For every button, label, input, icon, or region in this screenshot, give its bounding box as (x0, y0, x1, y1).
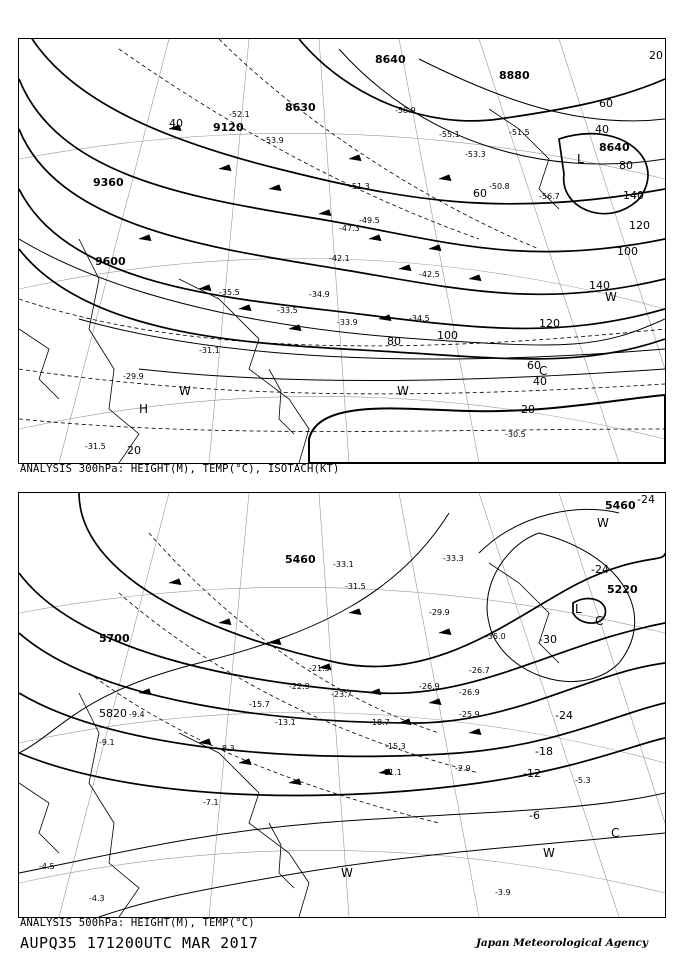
height-label: 8880 (499, 69, 530, 82)
warm-symbol: W (397, 384, 409, 398)
temp-label: -26.7 (469, 666, 490, 675)
temp-label: -50.8 (489, 182, 510, 191)
temp-label: -33.1 (333, 560, 354, 569)
isotach-label: 60 (599, 97, 613, 110)
temp-label: -4.5 (39, 862, 55, 871)
isotach-label: 140 (623, 189, 644, 202)
temp-label: -22.9 (289, 682, 310, 691)
height-label: 8640 (375, 53, 406, 66)
low-pressure-symbol: L (575, 602, 582, 616)
temp-label: -26.9 (419, 682, 440, 691)
temp-contour-label: -24 (555, 709, 573, 722)
temp-label: -31.5 (345, 582, 366, 591)
temp-label: -13.1 (275, 718, 296, 727)
temp-label: -7.1 (203, 798, 219, 807)
wind-barbs (139, 125, 481, 331)
temp-label: -34.9 (309, 290, 330, 299)
warm-symbol: W (597, 516, 609, 530)
temp-label: -25.9 (459, 710, 480, 719)
warm-symbol: W (605, 290, 617, 304)
temp-contour-label: -24 (637, 493, 655, 506)
temp-label: -15.7 (249, 700, 270, 709)
temp-label: -42.1 (329, 254, 350, 263)
agency-name: Japan Meteorological Agency (475, 937, 648, 949)
isotach-label: 60 (473, 187, 487, 200)
temp-label: -53.9 (263, 136, 284, 145)
height-label: 9600 (95, 255, 126, 268)
isotach-label: 100 (617, 245, 638, 258)
map-panel-500hpa (18, 492, 666, 918)
map-300hpa-svg (19, 39, 665, 463)
isotach-label: 120 (539, 317, 560, 330)
temp-label: -26.9 (459, 688, 480, 697)
temp-label: -31.1 (199, 346, 220, 355)
warm-symbol: W (341, 866, 353, 880)
chart-code: AUPQ35 171200UTC MAR 2017 (20, 934, 259, 952)
height-contours (19, 39, 665, 359)
isotach-label: 140 (589, 279, 610, 292)
temp-label: -31.5 (85, 442, 106, 451)
isotach-label: 60 (527, 359, 541, 372)
temp-label: -3.9 (495, 888, 511, 897)
temp-contour-label: -24 (591, 563, 609, 576)
isotach-label: 80 (387, 335, 401, 348)
temp-label: -35.5 (219, 288, 240, 297)
temp-label: -9.1 (99, 738, 115, 747)
map-500hpa-svg (19, 493, 665, 917)
low-pressure-symbol: L (577, 152, 584, 166)
isotach-label: 80 (619, 159, 633, 172)
isotach-20-closed (309, 395, 665, 463)
isotach-label: 40 (169, 117, 183, 130)
temp-label: -33.9 (337, 318, 358, 327)
height-label: 9360 (93, 176, 124, 189)
temp-label: -53.3 (465, 150, 486, 159)
temp-label: -4.3 (89, 894, 105, 903)
temp-contour-label: -18 (535, 745, 553, 758)
warm-symbol: W (543, 846, 555, 860)
high-pressure-symbol: H (139, 402, 149, 416)
temp-label: -52.1 (229, 110, 250, 119)
isotach-label: 120 (629, 219, 650, 232)
isotach-label: 20 (127, 444, 141, 457)
temp-label: -33.5 (277, 306, 298, 315)
temp-label: -30.5 (505, 430, 526, 439)
height-label: 5700 (99, 632, 130, 645)
temp-label: -33.3 (443, 554, 464, 563)
temp-label: -55.1 (439, 130, 460, 139)
temp-contour-label: -30 (539, 633, 557, 646)
temp-label: -42.5 (419, 270, 440, 279)
temp-contour-label: -6 (529, 809, 540, 822)
temp-contour-label: -12 (523, 767, 541, 780)
cold-symbol: C (611, 826, 620, 840)
temp-label: -29.9 (123, 372, 144, 381)
height-label: 5820 (99, 707, 127, 720)
temp-label: -8.3 (219, 744, 235, 753)
height-label: 5460 (285, 553, 316, 566)
temp-label: -5.3 (575, 776, 591, 785)
isotach-label: 100 (437, 329, 458, 342)
isotach-label: 20 (649, 49, 663, 62)
temp-label: -47.3 (339, 224, 360, 233)
height-label: 5460 (605, 499, 636, 512)
temp-label: -58.9 (395, 106, 416, 115)
temp-label: -9.4 (129, 710, 145, 719)
temp-label: -15.3 (385, 742, 406, 751)
temp-label: -51.3 (349, 182, 370, 191)
temp-label: -29.9 (429, 608, 450, 617)
isotach-contours (19, 49, 665, 381)
temp-label: -56.7 (539, 192, 560, 201)
temp-label: -23.7 (331, 690, 352, 699)
map-panel-300hpa (18, 38, 666, 464)
temp-label: -2.9 (455, 764, 471, 773)
caption-300hpa: ANALYSIS 300hPa: HEIGHT(M), TEMP(°C), ISOTACH(KT) (20, 463, 340, 475)
isotach-label: 20 (521, 403, 535, 416)
height-label: 5220 (607, 583, 638, 596)
isotach-label: 40 (533, 375, 547, 388)
temperature-contours (19, 39, 665, 432)
temp-label: -51.5 (509, 128, 530, 137)
caption-500hpa: ANALYSIS 500hPa: HEIGHT(M), TEMP(°C) (20, 917, 255, 929)
cold-symbol: C (539, 364, 548, 378)
temp-label: -49.5 (359, 216, 380, 225)
warm-symbol: W (179, 384, 191, 398)
cold-symbol: C (595, 614, 604, 628)
center-height-label: 8640 (599, 141, 630, 154)
temp-label: -35.0 (485, 632, 506, 641)
temp-label: -21.3 (309, 664, 330, 673)
temp-label: -34.5 (409, 314, 430, 323)
height-label: 9120 (213, 121, 244, 134)
temp-label: -18.7 (369, 718, 390, 727)
height-label: 8630 (285, 101, 316, 114)
temp-label: -11.1 (381, 768, 402, 777)
isotach-label: 40 (595, 123, 609, 136)
